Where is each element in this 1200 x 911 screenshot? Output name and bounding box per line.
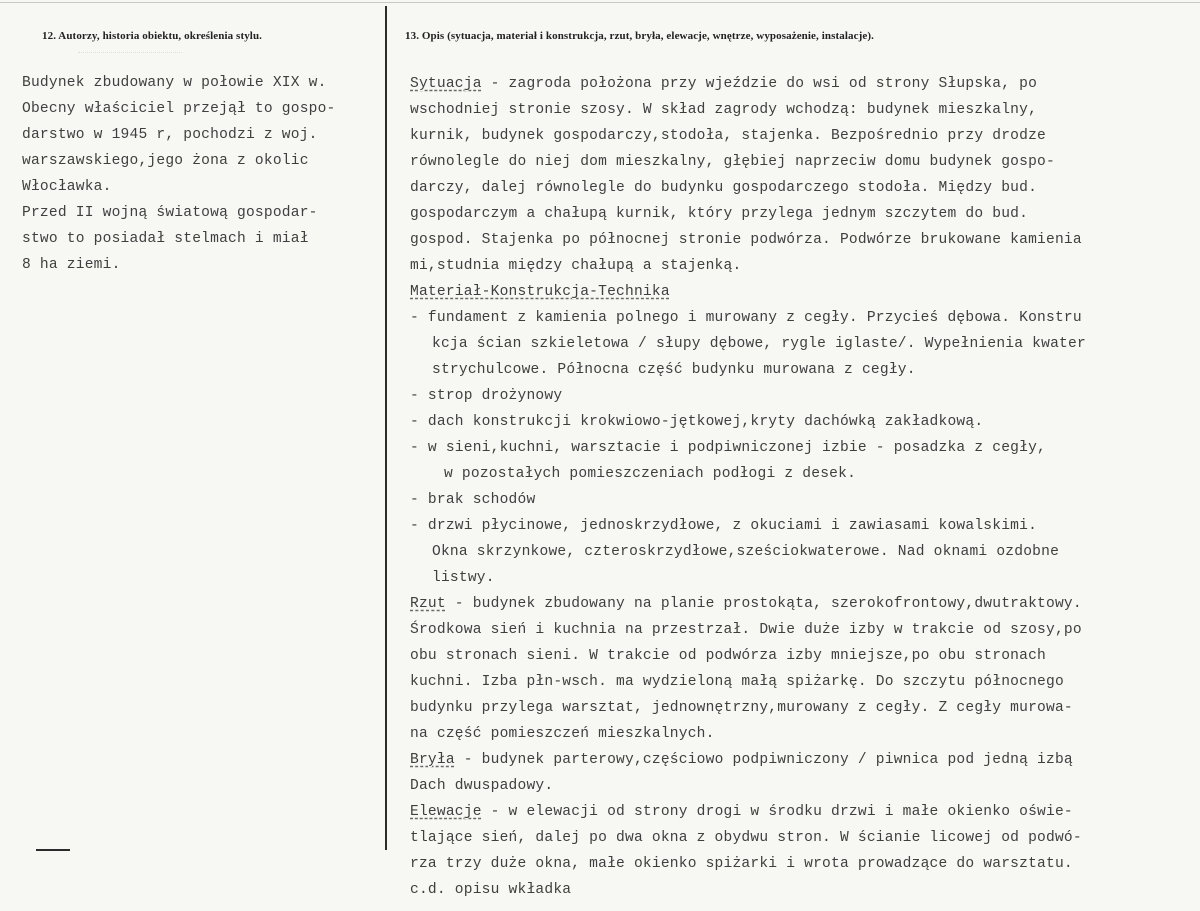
description-line: kcja ścian szkieletowa / słupy dębowe, rygle iglaste/. Wypełnienia kwater xyxy=(432,336,1086,352)
description-line: - dach konstrukcji krokwiowo-jętkowej,kryty dachówką zakładkową. xyxy=(410,414,984,430)
history-line: 8 ha ziemi. xyxy=(22,257,121,273)
column-divider xyxy=(385,6,387,850)
section-13-body xyxy=(410,71,1086,903)
description-line: w pozostałych pomieszczeniach podłogi z desek. xyxy=(444,466,857,482)
line-text: - budynek parterowy,częściowo podpiwniczony / piwnica pod jedną izbą xyxy=(454,752,1073,768)
subheading-bryla: Bryła xyxy=(410,752,455,768)
line-text: - w elewacji od strony drogi w środku drzwi i małe okienko oświe- xyxy=(481,804,1073,820)
description-line: kuchni. Izba płn-wsch. ma wydzieloną małą spiżarkę. Do szczytu północnego xyxy=(410,674,1064,690)
description-line: Dach dwuspadowy. xyxy=(410,778,554,794)
continuation-note: c.d. opisu wkładka xyxy=(410,882,572,898)
description-line: - fundament z kamienia polnego i murowany z cegły. Przycieś dębowa. Konstru xyxy=(410,310,1082,326)
line-text: - budynek zbudowany na planie prostokąta, szerokofrontowy,dwutraktowy. xyxy=(445,596,1082,612)
description-line xyxy=(410,799,1086,825)
description-line xyxy=(410,591,1086,617)
description-line: - strop drożynowy xyxy=(410,388,563,404)
description-line: wschodniej stronie szosy. W skład zagrody wchodzą: budynek mieszkalny, xyxy=(410,102,1038,118)
section-12-heading: 12. Autorzy, historia obiektu, określenia stylu. xyxy=(42,30,263,42)
section-13-heading: 13. Opis (sytuacja, materiał i konstrukcja, rzut, bryła, elewacje, wnętrze, wyposażenie, instalacje). xyxy=(405,30,874,42)
description-line: mi,studnia między chałupą a stajenką. xyxy=(410,258,742,274)
description-line: - brak schodów xyxy=(410,492,536,508)
description-line: - drzwi płycinowe, jednoskrzydłowe, z okuciami i zawiasami kowalskimi. xyxy=(410,518,1038,534)
subheading-material: Materiał-Konstrukcja-Technika xyxy=(410,284,670,300)
faded-stamp-mark xyxy=(78,38,182,53)
description-line: darczy, dalej równolegle do budynku gospodarczego stodoła. Między bud. xyxy=(410,180,1038,196)
history-line: Włocławka. xyxy=(22,179,112,195)
left-stub-line xyxy=(36,849,70,851)
history-line: Budynek zbudowany w połowie XIX w. xyxy=(22,75,327,91)
description-line: listwy. xyxy=(432,570,495,586)
subheading-elewacje: Elewacje xyxy=(410,804,482,820)
description-line: gospodarczym a chałupą kurnik, który przylega jednym szczytem do bud. xyxy=(410,206,1029,222)
description-line: na część pomieszczeń mieszkalnych. xyxy=(410,726,715,742)
subheading-rzut: Rzut xyxy=(410,596,446,612)
description-line: gospod. Stajenka po północnej stronie podwórza. Podwórze brukowane kamienia xyxy=(410,232,1082,248)
description-line: kurnik, budynek gospodarczy,stodoła, stajenka. Bezpośrednio przy drodze xyxy=(410,128,1046,144)
section-12-body xyxy=(22,70,336,278)
description-line: równolegle do niej dom mieszkalny, głębiej naprzeciw domu budynek gospo- xyxy=(410,154,1055,170)
history-line: Obecny właściciel przejął to gospo- xyxy=(22,101,336,117)
history-line: stwo to posiadał stelmach i miał xyxy=(22,231,309,247)
line-text: - zagroda położona przy wjeździe do wsi od strony Słupska, po xyxy=(481,76,1038,92)
card-top-edge xyxy=(0,2,1200,3)
description-line: Środkowa sień i kuchnia na przestrzał. Dwie duże izby w trakcie od szosy,po xyxy=(410,622,1082,638)
description-line xyxy=(410,71,1086,97)
description-line xyxy=(410,747,1086,773)
history-line: Przed II wojną światową gospodar- xyxy=(22,205,318,221)
description-line: budynku przylega warsztat, jednownętrzny,murowany z cegły. Z cegły murowa- xyxy=(410,700,1073,716)
description-line: Okna skrzynkowe, czteroskrzydłowe,sześciokwaterowe. Nad oknami ozdobne xyxy=(432,544,1060,560)
history-line: darstwo w 1945 r, pochodzi z woj. xyxy=(22,127,318,143)
subheading-sytuacja: Sytuacja xyxy=(410,76,482,92)
description-line xyxy=(410,279,1086,305)
description-line: tlające sień, dalej po dwa okna z obydwu stron. W ścianie licowej od podwó- xyxy=(410,830,1082,846)
description-line: - w sieni,kuchni, warsztacie i podpiwniczonej izbie - posadzka z cegły, xyxy=(410,440,1046,456)
history-line: warszawskiego,jego żona z okolic xyxy=(22,153,309,169)
description-line: rza trzy duże okna, małe okienko spiżarki i wrota prowadzące do warsztatu. xyxy=(410,856,1073,872)
description-line: obu stronach sieni. W trakcie od podwórza izby mniejsze,po obu stronach xyxy=(410,648,1046,664)
description-line: strychulcowe. Północna część budynku murowana z cegły. xyxy=(432,362,916,378)
